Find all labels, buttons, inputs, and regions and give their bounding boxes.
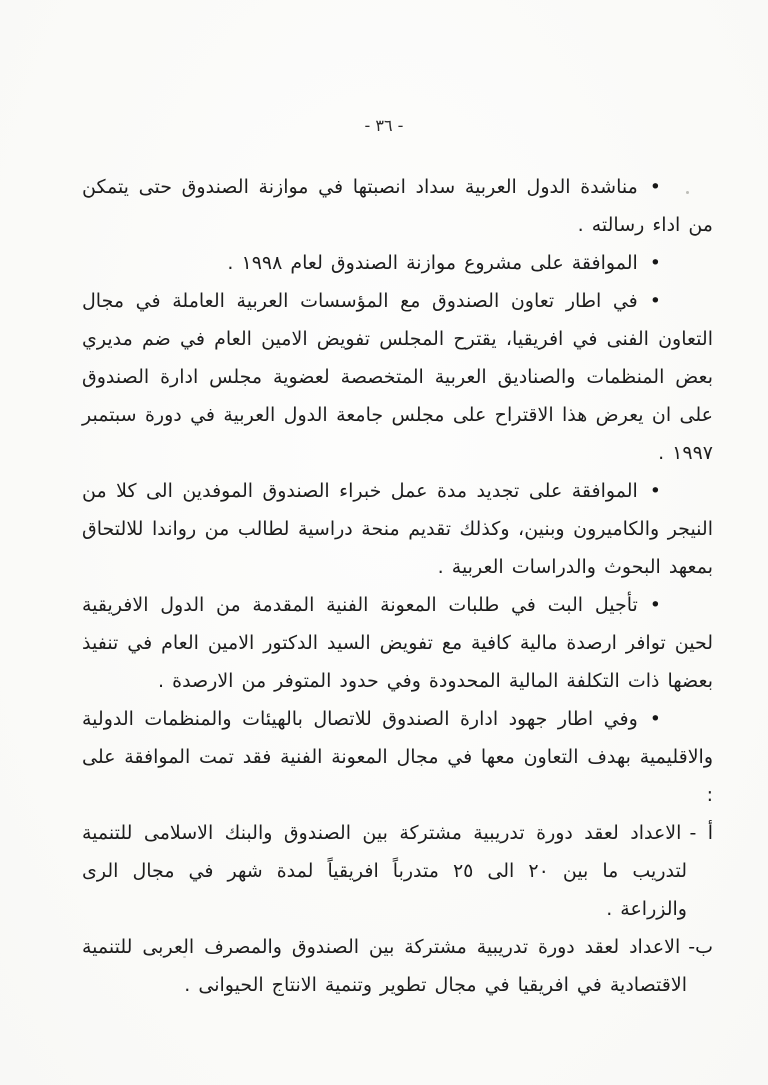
list-item-text: الموافقة على مشروع موازنة الصندوق لعام ١٩٩٨ .: [227, 252, 638, 274]
list-item-text: الموافقة على تجديد مدة عمل خبراء الصندوق الموفدين الى كلا من النيجر والكاميرون وبنين، وكذلك تقديم منحة دراسية لطالب من رواندا للالتحاق بمعهد البحوث والدراسات العربية .: [82, 480, 713, 578]
bullet-icon: •: [649, 252, 661, 274]
bullet-icon: •: [649, 708, 661, 730]
list-item-text: مناشدة الدول العربية سداد انصبتها في موازنة الصندوق حتى يتمكن من اداء رسالته .: [82, 176, 713, 236]
bullet-icon: •: [649, 594, 661, 616]
bullet-icon: •: [649, 176, 661, 198]
scan-speck: [686, 191, 689, 194]
list-item-text: تأجيل البت في طلبات المعونة الفنية المقدمة من الدول الافريقية لحين توافر ارصدة مالية كافية مع تفويض السيد الدكتور الامين العام في تنفيذ بعضها ذات التكلفة المالية المحدودة وفي حدود المتوفر من الارصدة .: [82, 594, 713, 692]
document-body: [82, 168, 713, 1004]
list-item-text: الاعداد لعقد دورة تدريبية مشتركة بين الصندوق والمصرف العربى للتنمية الاقتصادية في افريقيا في مجال تطوير وتنمية الانتاج الحيوانى .: [82, 936, 687, 996]
list-item-text: الاعداد لعقد دورة تدريبية مشتركة بين الصندوق والبنك الاسلامى للتنمية لتدريب ما بين ٢٠ الى ٢٥ متدرباً افريقياً لمدة شهر في مجال الرى والزراعة .: [82, 822, 688, 920]
bullet-icon: •: [649, 480, 661, 502]
list-item-text: في اطار تعاون الصندوق مع المؤسسات العربية العاملة في مجال التعاون الفنى في افريقيا، يقترح المجلس تفويض الامين العام في ضم مديري بعض المنظمات والصناديق العربية المتخصصة لعضوية مجلس ادارة الصندوق على ان يعرض هذا الاقتراح على مجلس جامعة الدول العربية في دورة سبتمبر ١٩٩٧ .: [82, 290, 713, 464]
list-item: [82, 586, 713, 700]
lettered-sub-item: [82, 928, 713, 1004]
list-item: [82, 244, 713, 282]
list-item: [82, 168, 713, 244]
list-item: [82, 472, 713, 586]
item-letter: أ -: [689, 822, 713, 844]
list-item: [82, 700, 713, 814]
list-item-text: وفي اطار جهود ادارة الصندوق للاتصال بالهيئات والمنظمات الدولية والاقليمية بهدف التعاون معها في مجال المعونة الفنية فقد تمت الموافقة على :: [82, 708, 713, 806]
list-item: [82, 282, 713, 472]
page-number: - ٣٦ -: [364, 116, 404, 135]
lettered-sub-item: [82, 814, 713, 928]
item-letter: ب-: [688, 936, 713, 958]
bullet-icon: •: [649, 290, 661, 312]
scan-speck: [183, 956, 186, 958]
